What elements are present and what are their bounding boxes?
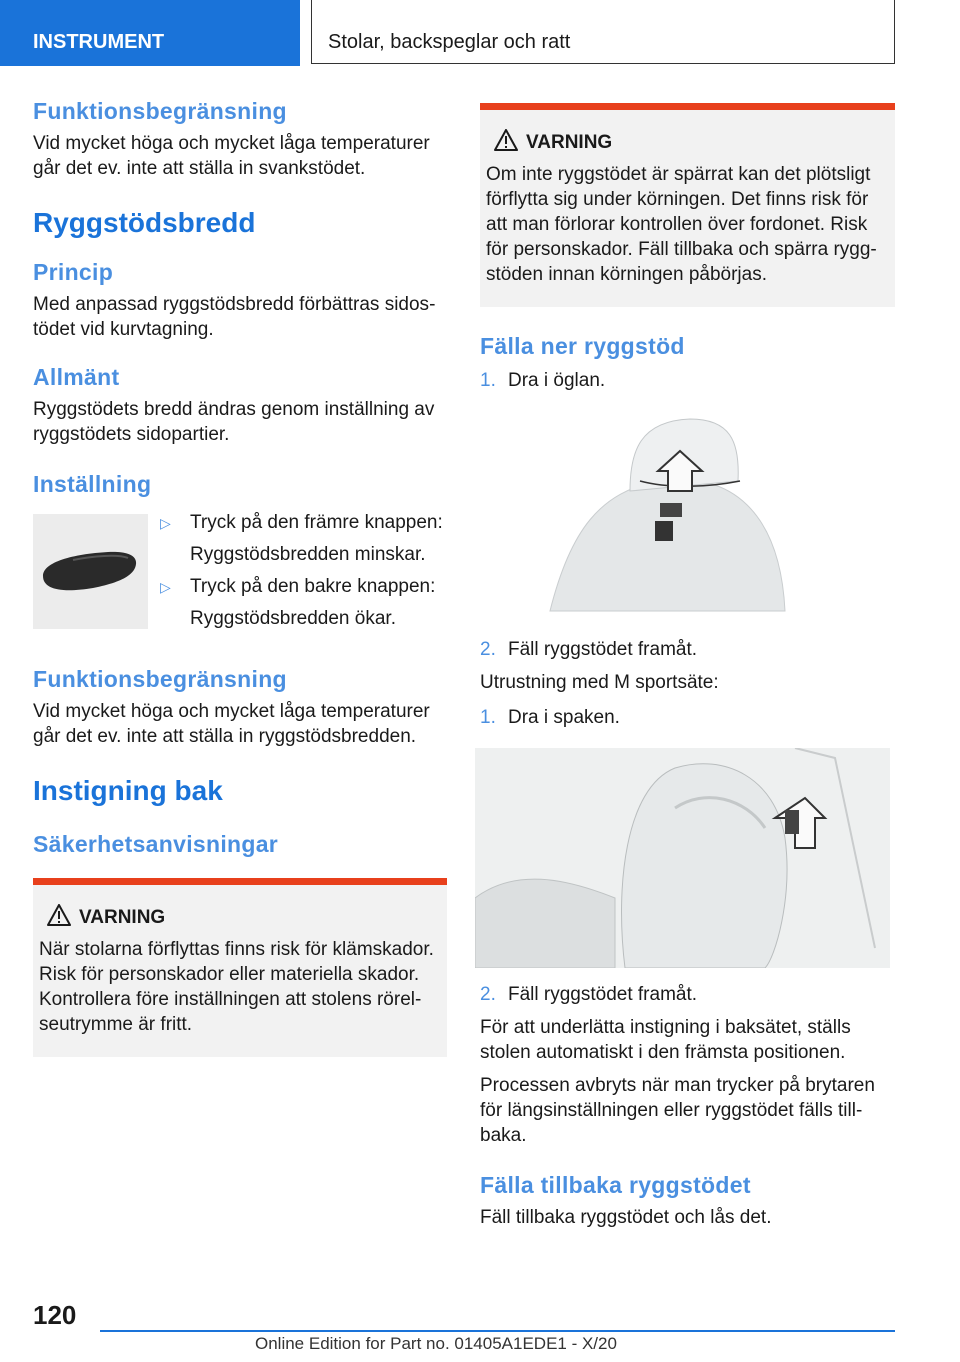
backrest-button-icon [33, 514, 148, 629]
paragraph-cancel: Processen avbryts när man trycker på brytaren för längsinställningen eller ryggstödet fälls tillbaka. [480, 1075, 875, 1146]
warning-box [33, 878, 447, 1057]
paragraph-fold-back: Fäll tillbaka ryggstödet och lås det. [480, 1207, 772, 1228]
bullet-result: Ryggstödsbredden ökar. [190, 608, 396, 629]
bullet-result: Ryggstödsbredden minskar. [190, 544, 426, 565]
heading-safety: Säkerhetsanvisningar [33, 831, 279, 857]
step-item: 1. Dra i spaken. [480, 707, 620, 728]
page-number: 120 [33, 1300, 77, 1330]
paragraph-general: Ryggstödets bredd ändras genom inställning av ryggstödets sidopartier. [33, 399, 435, 445]
bullet-item: ▷ Tryck på den främre knappen: [160, 510, 450, 535]
heading-function-limit-2: Funktionsbegränsning [33, 666, 287, 692]
heading-function-limit: Funktionsbegränsning [33, 98, 287, 124]
heading-fold-down: Fälla ner ryggstöd [480, 333, 685, 359]
m-seat-lever-icon [475, 748, 890, 968]
heading-general: Allmänt [33, 364, 120, 390]
paragraph-easy-entry: För att underlätta instigning i baksätet, ställs stolen automatiskt i den främsta positionen. [480, 1017, 851, 1063]
chapter-title: Stolar, backspeglar och ratt [311, 0, 895, 64]
triangle-bullet-icon: ▷ [160, 579, 171, 595]
headrest-loop-illustration [540, 411, 790, 621]
warning-text: Om inte ryggstödet är spärrat kan det plötsligt förflytta sig under körningen. Det finns risk för att man förlorar kontrollen över fordonet. Risk för personskador. Fäll tillbaka och spärra ryggstöden innan körningen påbörjas. [486, 164, 877, 285]
section-tab: INSTRUMENT [0, 0, 300, 66]
button-illustration [33, 514, 148, 629]
paragraph-function-limit: Vid mycket höga och mycket låga temperaturer går det ev. inte att ställa in svankstödet. [33, 133, 430, 179]
seat-loop-icon [540, 411, 790, 621]
heading-fold-back: Fälla tillbaka ryggstödet [480, 1172, 751, 1198]
heading-principle: Princip [33, 259, 114, 285]
warning-text: När stolarna förflyttas finns risk för klämskador. Risk för personskador eller materiella skador. Kontrollera före inställningen att stolens rörelseutrymme är fritt. [39, 939, 434, 1035]
heading-backrest-width: Ryggstödsbredd [33, 207, 256, 238]
setting-bullets [160, 510, 450, 631]
paragraph-principle: Med anpassad ryggstödsbredd förbättras sidostödet vid kurvtagning. [33, 294, 436, 340]
warning-title: VARNING [486, 132, 889, 154]
step-item: 2. Fäll ryggstödet framåt. [480, 984, 698, 1005]
bullet-item: ▷ Tryck på den bakre knappen: [160, 574, 450, 599]
warning-icon [47, 904, 71, 926]
paragraph-function-limit-2: Vid mycket höga och mycket låga temperaturer går det ev. inte att ställa in ryggstödsbredden. [33, 701, 430, 747]
heading-rear-entry: Instigning bak [33, 775, 223, 806]
warning-icon [494, 129, 518, 151]
page-header [0, 0, 960, 66]
paragraph-m-seat: Utrustning med M sportsäte: [480, 672, 719, 693]
left-column [33, 98, 447, 1057]
footer-divider [100, 1330, 895, 1332]
heading-setting: Inställning [33, 471, 152, 497]
warning-title: VARNING [39, 907, 441, 929]
warning-box [480, 103, 895, 307]
triangle-bullet-icon: ▷ [160, 515, 171, 531]
setting-block [33, 510, 447, 638]
footer-edition: Online Edition for Part no. 01405A1EDE1 - X/20 [255, 1334, 617, 1353]
right-column [480, 103, 895, 1230]
step-item: 1. Dra i öglan. [480, 370, 606, 391]
m-seat-illustration [475, 748, 890, 968]
step-item: 2. Fäll ryggstödet framåt. [480, 639, 698, 660]
